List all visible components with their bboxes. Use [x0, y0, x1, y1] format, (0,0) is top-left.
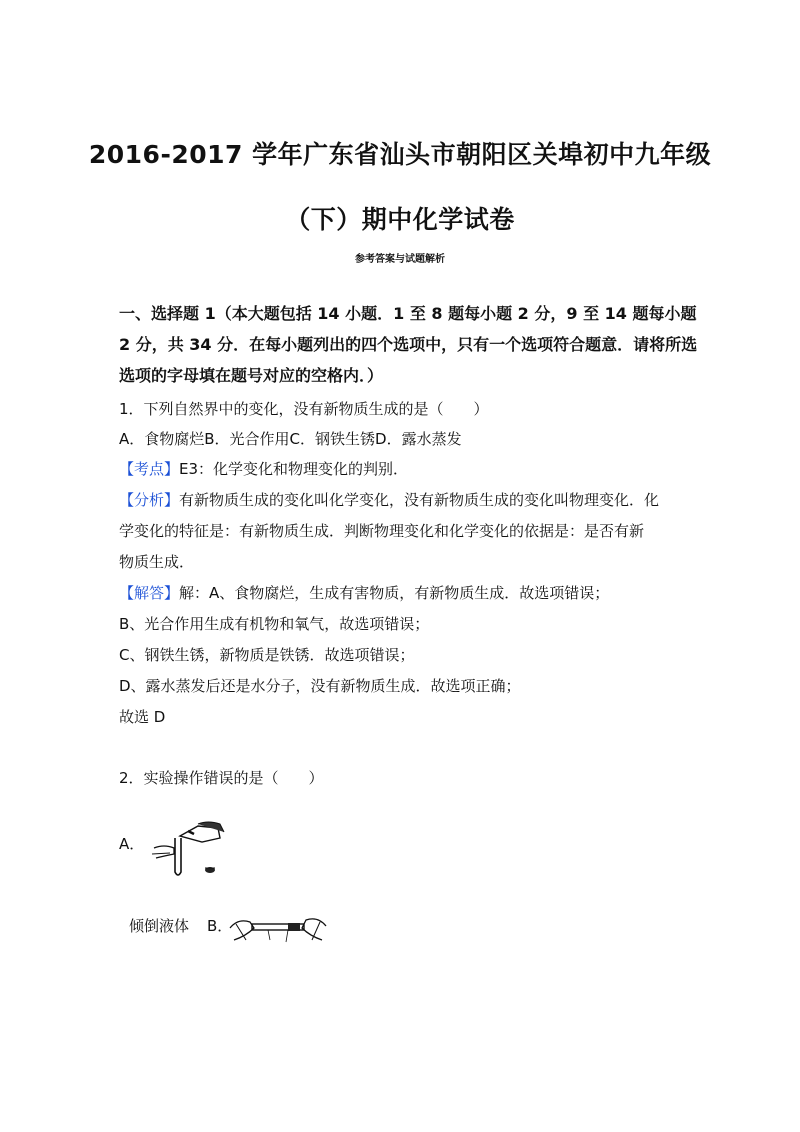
tube-connection-illustration: [228, 910, 328, 948]
q2-option-a-label: A．: [119, 835, 145, 853]
fenxi-tag: 【分析】: [119, 491, 180, 509]
jieda-line-2: B、光合作用生成有机物和氧气，故选项错误；: [119, 615, 430, 633]
fenxi-line-2: 学变化的特征是：有新物质生成．判断物理变化和化学变化的依据是：是否有新: [119, 522, 645, 540]
q1-fenxi: [119, 489, 659, 510]
q1-answer: 故选 D: [119, 708, 166, 726]
pouring-liquid-illustration: [150, 820, 230, 880]
subtitle: 参考答案与试题解析: [355, 254, 445, 265]
fenxi-line-3: 物质生成．: [119, 553, 195, 571]
caption-pour-liquid: 倾倒液体: [129, 917, 190, 935]
q2-stem: 2．实验操作错误的是（ ）: [119, 769, 324, 787]
kaodian-tag: 【考点】: [119, 460, 180, 478]
title-line-1: 2016-2017 学年广东省汕头市朝阳区关埠初中九年级: [88, 140, 712, 169]
title-line-2: （下）期中化学试卷: [285, 205, 515, 234]
kaodian-text: E3：化学变化和物理变化的判别．: [179, 460, 409, 478]
q1-options: A．食物腐烂B．光合作用C．钢铁生锈D．露水蒸发: [119, 430, 462, 448]
jieda-line-3: C、钢铁生锈，新物质是铁锈．故选项错误；: [119, 646, 415, 664]
q1-jieda: [119, 582, 609, 603]
jieda-line-1: 解：A、食物腐烂，生成有害物质，有新物质生成．故选项错误；: [179, 584, 610, 602]
jieda-tag: 【解答】: [119, 584, 180, 602]
q1-kaodian: [119, 458, 408, 479]
fenxi-line-1: 有新物质生成的变化叫化学变化，没有新物质生成的变化叫物理变化．化: [179, 491, 660, 509]
q2-option-b-label: B．: [207, 917, 233, 935]
jieda-line-4: D、露水蒸发后还是水分子，没有新物质生成．故选项正确；: [119, 677, 521, 695]
section-heading: 一、选择题 1（本大题包括 14 小题．1 至 8 题每小题 2 分，9 至 14 题每小题 2 分，共 34 分．在每小题列出的四个选项中，只有一个选项符合题意．请将所选选项的字母填在题号对应的空格内．）: [119, 304, 698, 385]
q1-stem: 1．下列自然界中的变化，没有新物质生成的是（ ）: [119, 400, 489, 418]
